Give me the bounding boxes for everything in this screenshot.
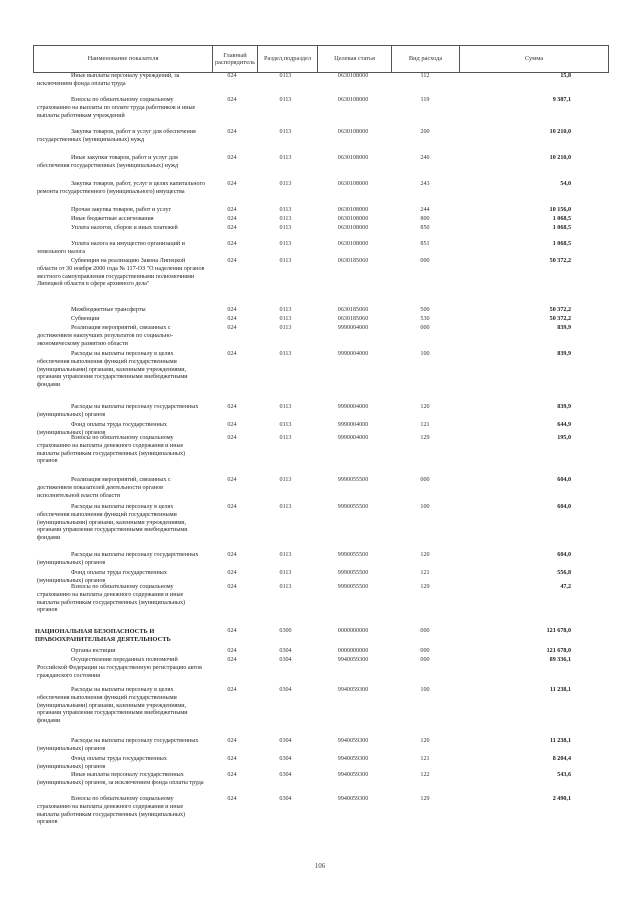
- row-main-manager: 024: [227, 181, 237, 187]
- row-amount: 8 204,4: [552, 756, 571, 762]
- row-name: Субвенция на реализацию Закона Липецкой области от 30 ноября 2000 года № 117-ОЗ "О наделении органов местного самоуправления государственными полномочиями Липецкой области в сфере архивного дела": [37, 258, 205, 288]
- row-target-article: 0630185060: [337, 307, 369, 313]
- row-target-article: 0630108000: [337, 216, 369, 222]
- row-main-manager: 024: [227, 225, 237, 231]
- row-section: 0113: [279, 307, 292, 313]
- row-expense-type: 129: [420, 796, 430, 802]
- row-section: 0113: [279, 241, 292, 247]
- row-amount: 543,6: [557, 772, 571, 778]
- row-name: Уплата налогов, сборов и иных платежей: [71, 225, 178, 231]
- row-amount: 839,9: [557, 351, 571, 357]
- row-amount: 195,0: [557, 435, 571, 441]
- row-expense-type: 112: [420, 73, 430, 79]
- row-amount: 121 678,0: [546, 628, 571, 634]
- row-name: Взносы по обязательному социальному страхованию на выплаты по оплате труда работников и иные выплаты работникам учреждений: [37, 97, 196, 119]
- row-main-manager: 024: [227, 435, 237, 441]
- row-expense-type: 000: [420, 648, 430, 654]
- row-amount: 839,9: [557, 325, 571, 331]
- row-amount: 1 068,5: [552, 216, 571, 222]
- row-expense-type: 119: [420, 97, 430, 103]
- row-expense-type: 121: [420, 756, 430, 762]
- row-name: Реализация мероприятий, связанных с достижением наилучших результатов по социально-экономическому развитию области: [37, 325, 174, 347]
- row-amount: 15,8: [560, 73, 571, 79]
- row-name: Иные выплаты персоналу государственных (муниципальных) органов, за исключением фонда оплаты труда: [37, 772, 204, 786]
- row-target-article: 9990004000: [337, 404, 369, 410]
- row-section: 0113: [279, 422, 292, 428]
- page-number: 106: [314, 862, 326, 870]
- row-section: 0113: [279, 477, 292, 483]
- row-target-article: 0630108000: [337, 181, 369, 187]
- row-section: 0304: [279, 772, 292, 778]
- row-main-manager: 024: [227, 657, 237, 663]
- row-name: Органы юстиции: [71, 648, 116, 654]
- row-section: 0304: [279, 738, 292, 744]
- row-expense-type: 000: [420, 258, 430, 264]
- row-main-manager: 024: [227, 756, 237, 762]
- row-main-manager: 024: [227, 155, 237, 161]
- row-main-manager: 024: [227, 570, 237, 576]
- row-main-manager: 024: [227, 772, 237, 778]
- row-amount: 50 372,2: [549, 307, 571, 313]
- row-expense-type: 122: [420, 772, 430, 778]
- row-target-article: 0630185060: [337, 316, 369, 322]
- row-name: Взносы по обязательному социальному страхованию на выплаты денежного содержания и иные выплаты работникам государственных (муниципальных) органов: [37, 435, 186, 465]
- row-name: Взносы по обязательному социальному страхованию на выплаты денежного содержания и иные выплаты работникам государственных (муниципальных) органов: [37, 584, 186, 614]
- row-target-article: 0630108000: [337, 73, 369, 79]
- row-target-article: 9990055500: [337, 552, 369, 558]
- row-expense-type: 129: [420, 584, 430, 590]
- header-name: Наименование показателя: [87, 55, 159, 63]
- row-target-article: 0630108000: [337, 97, 369, 103]
- row-amount: 10 210,0: [549, 129, 571, 135]
- row-amount: 839,9: [557, 404, 571, 410]
- row-target-article: 9990004000: [337, 435, 369, 441]
- row-main-manager: 024: [227, 628, 237, 634]
- row-target-article: 0630108000: [337, 129, 369, 135]
- row-name: Реализация мероприятий, связанных с достижением показателей деятельности органов исполнительной власти области: [37, 477, 171, 499]
- row-target-article: 0630108000: [337, 155, 369, 161]
- row-section: 0113: [279, 570, 292, 576]
- row-main-manager: 024: [227, 241, 237, 247]
- row-name: Взносы по обязательному социальному страхованию на выплаты денежного содержания и иные выплаты работникам государственных (муниципальных) органов: [37, 796, 186, 826]
- row-name: Расходы на выплаты персоналу в целях обеспечения выполнения функций государственными (муниципальными) органами, казенными учреждениями, органами управления государственными внебюджетными фондами: [37, 351, 188, 389]
- row-name: Иные закупки товаров, работ и услуг для обеспечения государственных (муниципальных) нужд: [37, 155, 179, 169]
- row-target-article: 0630108000: [337, 225, 369, 231]
- row-amount: 556,8: [557, 570, 571, 576]
- row-main-manager: 024: [227, 351, 237, 357]
- row-main-manager: 024: [227, 97, 237, 103]
- table-header: [33, 45, 609, 73]
- row-amount: 604,0: [557, 552, 571, 558]
- row-section: 0113: [279, 404, 292, 410]
- row-target-article: 9990004000: [337, 422, 369, 428]
- row-main-manager: 024: [227, 422, 237, 428]
- row-name: Прочая закупка товаров, работ и услуг: [71, 207, 172, 213]
- row-section: 0304: [279, 756, 292, 762]
- row-amount: 9 387,1: [552, 97, 571, 103]
- row-target-article: 9940059300: [337, 657, 369, 663]
- row-expense-type: 100: [420, 504, 430, 510]
- row-main-manager: 024: [227, 738, 237, 744]
- row-expense-type: 121: [420, 570, 430, 576]
- row-name: НАЦИОНАЛЬНАЯ БЕЗОПАСНОСТЬ И ПРАВООХРАНИТЕЛЬНАЯ ДЕЯТЕЛЬНОСТЬ: [35, 628, 171, 643]
- row-section: 0300: [279, 628, 292, 634]
- row-expense-type: 000: [420, 477, 430, 483]
- row-main-manager: 024: [227, 307, 237, 313]
- header-amount: Сумма: [459, 46, 608, 72]
- row-name: Расходы на выплаты персоналу в целях обеспечения выполнения функций государственными (муниципальными) органами, казенными учреждениями, органами управления государственными внебюджетными фондами: [37, 687, 188, 725]
- row-section: 0113: [279, 435, 292, 441]
- row-section: 0113: [279, 225, 292, 231]
- row-amount: 11 238,1: [550, 687, 571, 693]
- row-amount: 11 238,1: [550, 738, 571, 744]
- header-target-article: Целевая статья: [317, 46, 391, 72]
- row-section: 0113: [279, 181, 292, 187]
- row-amount: 50 372,2: [549, 258, 571, 264]
- row-target-article: 9990004000: [337, 325, 369, 331]
- row-name: Расходы на выплаты персоналу в целях обеспечения выполнения функций государственными (муниципальными) органами, казенными учреждениями, органами управления государственными внебюджетными фондами: [37, 504, 188, 542]
- row-target-article: 0000000000: [337, 628, 369, 634]
- row-expense-type: 240: [420, 155, 430, 161]
- row-name: Фонд оплаты труда государственных (муниципальных) органов: [37, 422, 167, 436]
- row-target-article: 0630108000: [337, 207, 369, 213]
- row-section: 0113: [279, 258, 292, 264]
- row-target-article: 9940059300: [337, 772, 369, 778]
- row-expense-type: 120: [420, 738, 430, 744]
- row-name: Межбюджетные трансферты: [71, 307, 146, 313]
- row-expense-type: 850: [420, 225, 430, 231]
- row-main-manager: 024: [227, 325, 237, 331]
- row-expense-type: 800: [420, 216, 430, 222]
- row-name: Расходы на выплаты персоналу государственных (муниципальных) органов: [37, 552, 199, 566]
- row-target-article: 9940059300: [337, 738, 369, 744]
- row-amount: 604,0: [557, 504, 571, 510]
- row-amount: 50 372,2: [549, 316, 571, 322]
- row-section: 0304: [279, 796, 292, 802]
- row-section: 0113: [279, 207, 292, 213]
- row-target-article: 9940059300: [337, 687, 369, 693]
- row-main-manager: 024: [227, 258, 237, 264]
- row-expense-type: 243: [420, 181, 430, 187]
- row-main-manager: 024: [227, 584, 237, 590]
- row-amount: 2 490,1: [552, 796, 571, 802]
- row-main-manager: 024: [227, 552, 237, 558]
- row-amount: 89 336,1: [549, 657, 571, 663]
- row-expense-type: 000: [420, 628, 430, 634]
- row-expense-type: 000: [420, 325, 430, 331]
- row-name: Иные выплаты персоналу учреждений, за исключением фонда оплаты труда: [37, 73, 180, 87]
- row-main-manager: 024: [227, 316, 237, 322]
- row-name: Иные бюджетные ассигнования: [71, 216, 154, 222]
- row-main-manager: 024: [227, 477, 237, 483]
- row-name: Уплата налога на имущество организаций и земельного налога: [37, 241, 185, 255]
- row-expense-type: 120: [420, 404, 430, 410]
- row-section: 0113: [279, 316, 292, 322]
- row-section: 0113: [279, 504, 292, 510]
- row-section: 0113: [279, 73, 292, 79]
- row-target-article: 9990055500: [337, 570, 369, 576]
- header-section: Раздел,подраздел: [257, 46, 317, 72]
- row-amount: 1 068,5: [552, 225, 571, 231]
- row-target-article: 0630108000: [337, 241, 369, 247]
- row-main-manager: 024: [227, 207, 237, 213]
- row-section: 0304: [279, 687, 292, 693]
- row-target-article: 9940059300: [337, 796, 369, 802]
- row-target-article: 9990055500: [337, 504, 369, 510]
- row-section: 0113: [279, 129, 292, 135]
- row-expense-type: 530: [420, 316, 430, 322]
- row-section: 0113: [279, 552, 292, 558]
- row-target-article: 0000000000: [337, 648, 369, 654]
- row-section: 0113: [279, 216, 292, 222]
- row-amount: 604,0: [557, 477, 571, 483]
- row-name: Расходы на выплаты персоналу государственных (муниципальных) органов: [37, 404, 199, 418]
- row-expense-type: 100: [420, 687, 430, 693]
- row-main-manager: 024: [227, 404, 237, 410]
- row-name: Осуществление переданных полномочий Российской Федерации на государственную регистрацию актов гражданского состояния: [37, 657, 202, 679]
- row-amount: 121 678,0: [546, 648, 571, 654]
- row-amount: 47,2: [560, 584, 571, 590]
- row-name: Расходы на выплаты персоналу государственных (муниципальных) органов: [37, 738, 199, 752]
- row-name: Закупка товаров, работ, услуг в целях капитального ремонта государственного (муниципального) имущества: [37, 181, 205, 195]
- row-expense-type: 851: [420, 241, 430, 247]
- row-name: Закупка товаров, работ и услуг для обеспечения государственных (муниципальных) нужд: [37, 129, 196, 143]
- row-main-manager: 024: [227, 73, 237, 79]
- row-main-manager: 024: [227, 687, 237, 693]
- row-main-manager: 024: [227, 216, 237, 222]
- row-name: Фонд оплаты труда государственных (муниципальных) органов: [37, 756, 167, 770]
- header-main-manager: Главный распорядитель: [212, 46, 257, 72]
- row-expense-type: 500: [420, 307, 430, 313]
- row-expense-type: 129: [420, 435, 430, 441]
- row-name: Субвенции: [71, 316, 100, 322]
- row-name: Фонд оплаты труда государственных (муниципальных) органов: [37, 570, 167, 584]
- row-expense-type: 000: [420, 657, 430, 663]
- row-amount: 10 156,0: [549, 207, 571, 213]
- row-main-manager: 024: [227, 504, 237, 510]
- row-section: 0113: [279, 584, 292, 590]
- row-section: 0304: [279, 657, 292, 663]
- row-target-article: 9940059300: [337, 756, 369, 762]
- row-amount: 1 068,5: [552, 241, 571, 247]
- row-expense-type: 100: [420, 351, 430, 357]
- row-amount: 54,0: [560, 181, 571, 187]
- row-target-article: 9990055500: [337, 584, 369, 590]
- row-target-article: 0630185060: [337, 258, 369, 264]
- row-main-manager: 024: [227, 129, 237, 135]
- row-expense-type: 120: [420, 552, 430, 558]
- row-section: 0304: [279, 648, 292, 654]
- row-target-article: 9990004000: [337, 351, 369, 357]
- row-main-manager: 024: [227, 796, 237, 802]
- row-section: 0113: [279, 97, 292, 103]
- row-target-article: 9990055500: [337, 477, 369, 483]
- row-expense-type: 244: [420, 207, 430, 213]
- row-amount: 10 210,0: [549, 155, 571, 161]
- row-expense-type: 121: [420, 422, 430, 428]
- row-section: 0113: [279, 155, 292, 161]
- header-expense-type: Вид расхода: [391, 46, 459, 72]
- row-amount: 644,9: [557, 422, 571, 428]
- row-expense-type: 200: [420, 129, 430, 135]
- row-section: 0113: [279, 351, 292, 357]
- row-section: 0113: [279, 325, 292, 331]
- row-main-manager: 024: [227, 648, 237, 654]
